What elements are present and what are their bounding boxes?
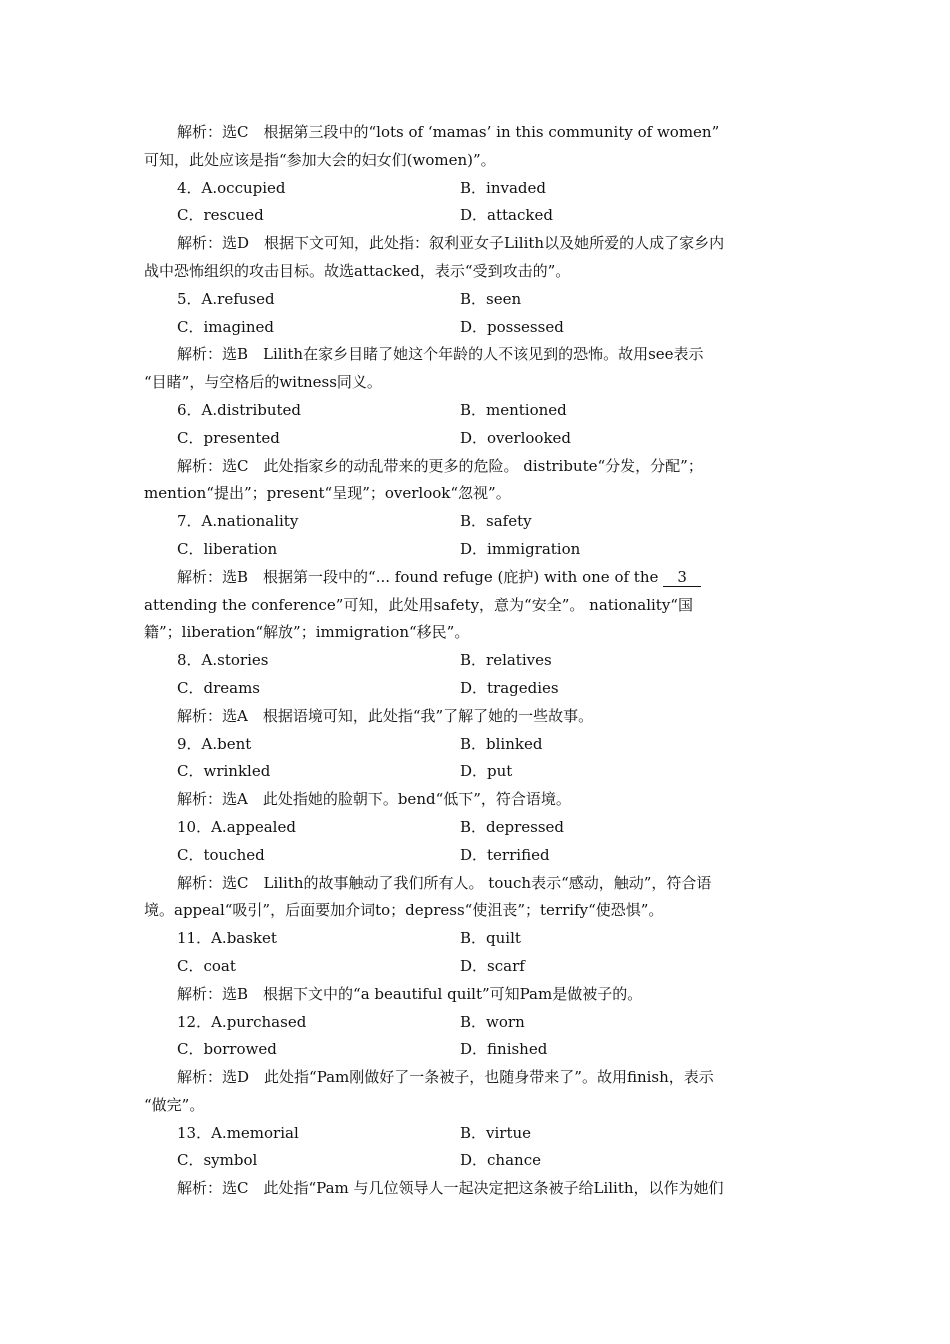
option-left: C．dreams [177, 678, 260, 697]
option-right: B．worn [460, 1012, 525, 1031]
option-row [144, 508, 808, 536]
option-left: 5．A.refused [177, 289, 275, 308]
option-row [144, 925, 808, 953]
option-right: D．possessed [460, 317, 564, 336]
explanation-line: 解析：选D 根据下文可知，此处指：叙利亚女子Lilith以及她所爱的人成了家乡内 [177, 234, 725, 253]
option-right: D．chance [460, 1151, 541, 1170]
option-row [144, 175, 808, 203]
option-left: 12．A.purchased [177, 1012, 307, 1031]
option-left: 9．A.bent [177, 734, 252, 753]
option-row [144, 731, 808, 759]
option-row [144, 202, 808, 230]
option-row [144, 647, 808, 675]
option-left: C．wrinkled [177, 762, 271, 781]
explanation-line: 解析：选C 此处指家乡的动乱带来的更多的危险。 distribute“分发，分配”； [177, 456, 703, 475]
option-right: D．scarf [460, 956, 525, 975]
option-right: B．relatives [460, 651, 552, 670]
option-left: C．rescued [177, 206, 264, 225]
option-row [144, 842, 808, 870]
option-row [144, 1036, 808, 1064]
option-row [144, 314, 808, 342]
explanation-continuation: 可知，此处应该是指“参加大会的妇女们(women)”。 [144, 150, 496, 169]
option-left: C．coat [177, 956, 236, 975]
option-left: 6．A.distributed [177, 400, 302, 419]
option-left: 11．A.basket [177, 929, 277, 948]
explanation-line: 解析：选C 此处指“Pam 与几位领导人一起决定把这条被子给Lilith，以作为她们 [177, 1179, 724, 1198]
option-left: C．borrowed [177, 1040, 277, 1059]
explanation-continuation: 籍”；liberation“解放”；immigration“移民”。 [144, 623, 470, 642]
option-right: D．attacked [460, 206, 553, 225]
option-right: D．immigration [460, 539, 581, 558]
explanation-continuation: mention“提出”；present“呈现”；overlook“忽视”。 [144, 484, 511, 503]
option-row [144, 425, 808, 453]
option-row [144, 758, 808, 786]
option-right: B．depressed [460, 817, 565, 836]
blank-number: 3 [663, 568, 701, 587]
explanation-line: 解析：选B Lilith在家乡目睹了她这个年龄的人不该见到的恐怖。故用see表示 [177, 345, 704, 364]
option-left: C．imagined [177, 317, 274, 336]
option-right: D．finished [460, 1040, 548, 1059]
option-row [144, 536, 808, 564]
explanation-line: 解析：选D 此处指“Pam刚做好了一条被子，也随身带来了”。故用finish，表示 [177, 1068, 714, 1087]
option-left: 8．A.stories [177, 651, 269, 670]
option-right: B．quilt [460, 929, 521, 948]
option-left: C．touched [177, 845, 265, 864]
option-left: 13．A.memorial [177, 1123, 299, 1142]
option-row [144, 675, 808, 703]
option-row [144, 814, 808, 842]
option-left: 4．A.occupied [177, 178, 286, 197]
explanation-line: 解析：选A 根据语境可知，此处指“我”了解了她的一些故事。 [177, 706, 594, 725]
option-right: B．virtue [460, 1123, 532, 1142]
option-row [144, 1009, 808, 1037]
explanation-line: 解析：选C 根据第三段中的“lots of ‘mamas’ in this community of women” [177, 123, 720, 141]
option-row [144, 953, 808, 981]
option-right: B．seen [460, 289, 522, 308]
option-right: B．mentioned [460, 400, 567, 419]
explanation-line: 解析：选A 此处指她的脸朝下。bend“低下”，符合语境。 [177, 790, 571, 809]
explanation-continuation: “做完”。 [144, 1095, 205, 1114]
explanation-continuation: attending the conference”可知，此处用safety，意为“安全”。 nationality“国 [144, 595, 693, 614]
option-left: 10．A.appealed [177, 817, 296, 836]
explanation-continuation: “目睹”，与空格后的witness同义。 [144, 373, 382, 392]
option-row [144, 1147, 808, 1175]
option-row [144, 1120, 808, 1148]
option-right: B．blinked [460, 734, 543, 753]
option-left: C．presented [177, 428, 280, 447]
option-right: B．invaded [460, 178, 546, 197]
explanation-line: 解析：选B 根据下文中的“a beautiful quilt”可知Pam是做被子的。 [177, 984, 643, 1003]
explanation-line [144, 564, 808, 592]
option-left: C．symbol [177, 1151, 258, 1170]
option-right: D．terrified [460, 845, 550, 864]
option-right: D．put [460, 762, 513, 781]
option-right: D．overlooked [460, 428, 572, 447]
explanation-text: 解析：选B 根据第一段中的“... found refuge (庇护) with one of the [177, 567, 664, 586]
option-right: B．safety [460, 512, 532, 531]
answer-explanation-text [144, 119, 808, 1203]
explanation-continuation: 战中恐怖组织的攻击目标。故选attacked，表示“受到攻击的”。 [144, 261, 571, 280]
explanation-line: 解析：选C Lilith的故事触动了我们所有人。 touch表示“感动，触动”，符合语 [177, 873, 712, 892]
option-row [144, 397, 808, 425]
option-row [144, 286, 808, 314]
option-left: 7．A.nationality [177, 512, 299, 531]
option-right: D．tragedies [460, 678, 559, 697]
explanation-continuation: 境。appeal“吸引”，后面要加介词to；depress“使沮丧”；terrify“使恐惧”。 [144, 901, 664, 920]
option-left: C．liberation [177, 539, 278, 558]
